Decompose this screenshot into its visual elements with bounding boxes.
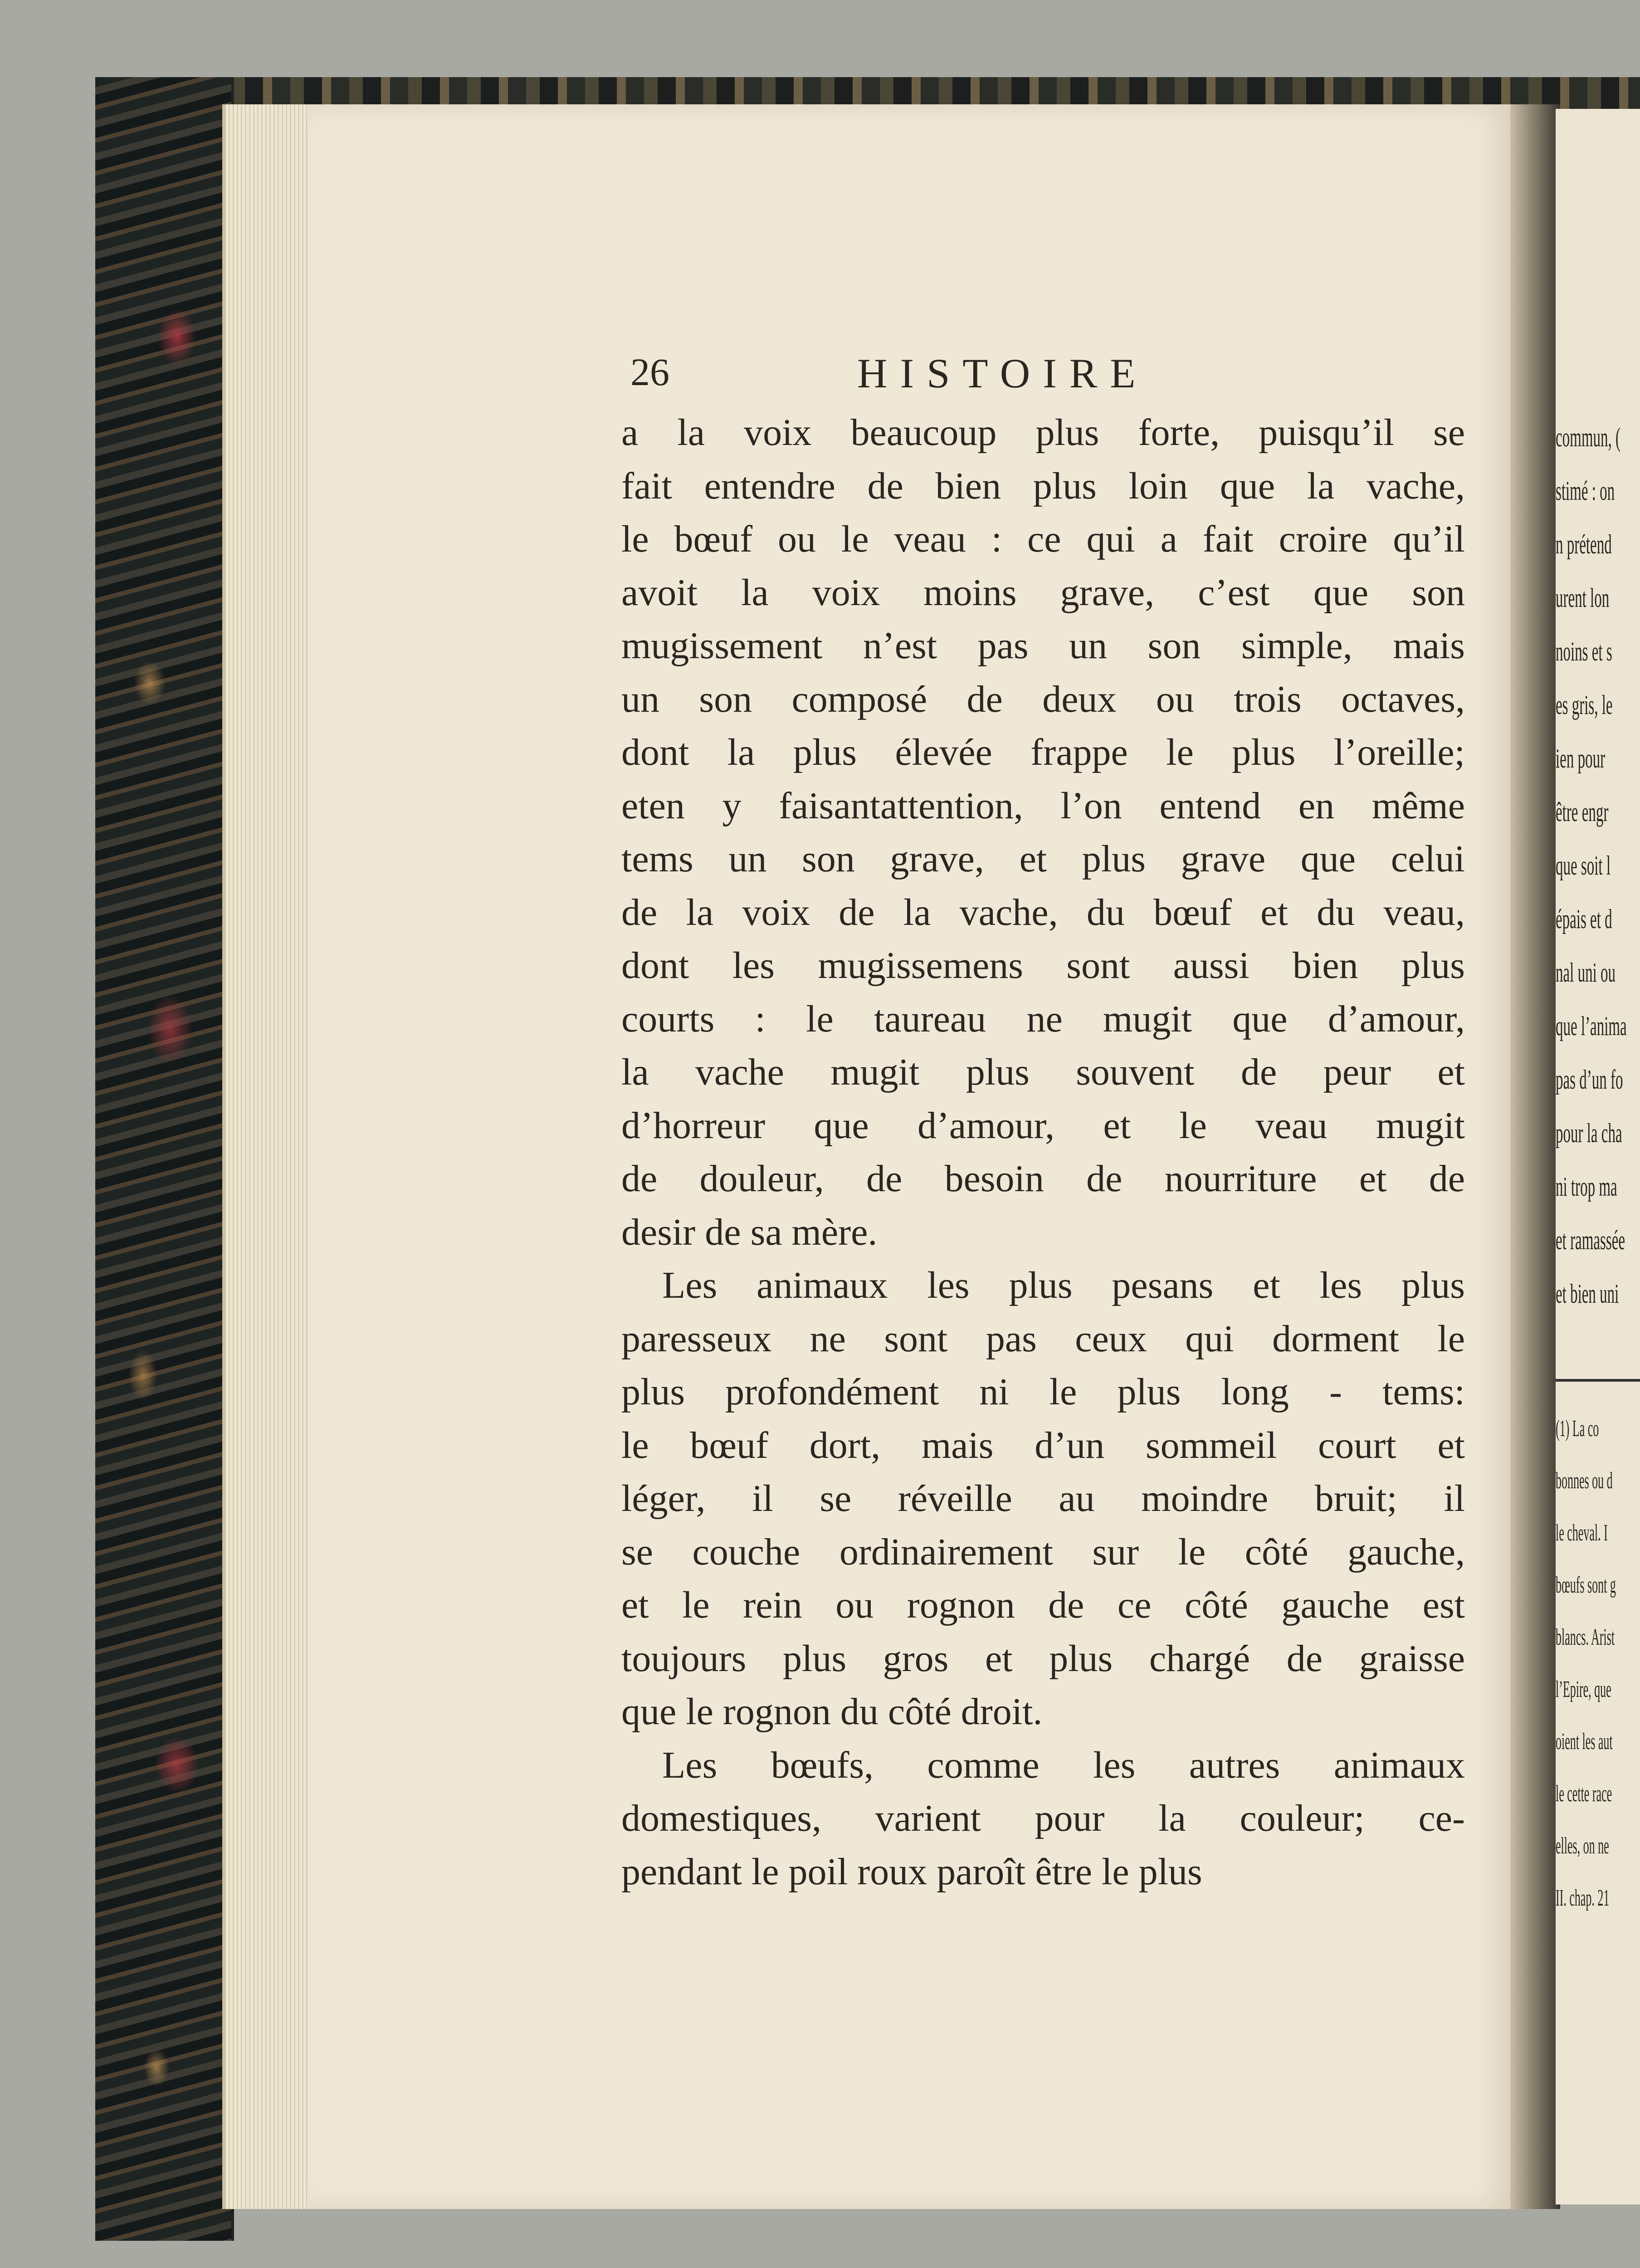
adjacent-page-line: que soit l [1556,850,1611,880]
text-line: fait entendre de bien plus loin que la vache, [621,464,1465,507]
adjacent-page-note: II. chap. 21 [1556,1885,1610,1911]
adjacent-page-note: (1) La co [1556,1416,1599,1442]
page-number: 26 [630,350,669,394]
text-line: a la voix beaucoup plus forte, puisqu’il se [621,411,1465,454]
adjacent-page-line: pour la cha [1556,1118,1622,1148]
text-line: toujours plus gros et plus chargé de graisse [621,1637,1465,1680]
adjacent-page-line: et ramassée [1556,1225,1625,1255]
adjacent-page-line: stimé : on [1556,476,1615,506]
text-line: plus profondément ni le plus long - tems: [621,1371,1465,1413]
adjacent-page-note: elles, on ne [1556,1833,1609,1859]
adjacent-page-line: et bien uni [1556,1279,1619,1309]
text-line: Les bœufs, comme les autres animaux [662,1744,1465,1786]
marbled-cover-edge [95,77,234,2241]
text-line: dont la plus élevée frappe le plus l’oreille; [621,731,1465,773]
text-line: pendant le poil roux paroît être le plus [621,1850,1202,1893]
adjacent-page-line: épais et d [1556,904,1612,934]
text-line: avoit la voix moins grave, c’est que son [621,571,1465,614]
running-head: HISTOIRE [857,350,1148,396]
adjacent-page-note: le cheval. I [1556,1520,1608,1546]
text-line: domestiques, varient pour la couleur; ce- [621,1797,1465,1839]
text-line: d’horreur que d’amour, et le veau mugit [621,1104,1465,1147]
text-line: de douleur, de besoin de nourriture et de [621,1158,1465,1200]
adjacent-page-line: noins et s [1556,636,1612,666]
adjacent-page-note: bonnes ou d [1556,1468,1613,1494]
text-line: léger, il se réveille au moindre bruit; il [621,1477,1465,1520]
adjacent-page-note: bœufs sont g [1556,1572,1616,1598]
text-line: se couche ordinairement sur le côté gauche, [621,1530,1465,1573]
text-line: de la voix de la vache, du bœuf et du veau, [621,891,1465,934]
adjacent-page-line: es gris, le [1556,690,1613,720]
text-line: la vache mugit plus souvent de peur et [621,1051,1465,1093]
text-line: eten y faisantattention, l’on entend en même [621,784,1465,827]
book-gutter [1510,104,1560,2209]
text-line: le bœuf dort, mais d’un sommeil court et [621,1424,1465,1466]
text-line: et le rein ou rognon de ce côté gauche est [621,1584,1465,1626]
text-line: un son composé de deux ou trois octaves, [621,678,1465,720]
text-line: le bœuf ou le veau : ce qui a fait croire qu’il [621,518,1465,560]
text-line: courts : le taureau ne mugit que d’amour, [621,997,1465,1040]
page-header [630,349,1265,399]
text-line: tems un son grave, et plus grave que celui [621,838,1465,880]
adjacent-page-line: urent lon [1556,583,1610,613]
adjacent-page-line: commun, ( [1556,422,1620,452]
adjacent-page-note: l’Epire, que [1556,1677,1611,1702]
text-line: que le rognon du côté droit. [621,1691,1043,1733]
adjacent-page-line: que l’anima [1556,1011,1627,1041]
text-line: dont les mugissemens sont aussi bien plus [621,944,1465,987]
text-line: desir de sa mère. [621,1211,878,1253]
adjacent-page-line: n prétend [1556,529,1612,559]
text-line: paresseux ne sont pas ceux qui dorment le [621,1317,1465,1360]
adjacent-page-line: pas d’un fo [1556,1065,1623,1095]
adjacent-page-line: être engr [1556,797,1609,827]
body-text [621,406,1465,1898]
text-line: mugissement n’est pas un son simple, mais [621,625,1465,667]
adjacent-page-note: blancs. Arist [1556,1624,1615,1650]
adjacent-page-line: ien pour [1556,743,1606,773]
footnote-rule [1556,1379,1640,1382]
adjacent-page-line: nal uni ou [1556,958,1616,987]
adjacent-page-note: oient les aut [1556,1729,1613,1755]
adjacent-page-edge [1556,109,1640,2204]
text-line: Les animaux les plus pesans et les plus [662,1264,1465,1306]
adjacent-page-line: ni trop ma [1556,1172,1617,1202]
adjacent-page-note: le cette race [1556,1781,1612,1807]
